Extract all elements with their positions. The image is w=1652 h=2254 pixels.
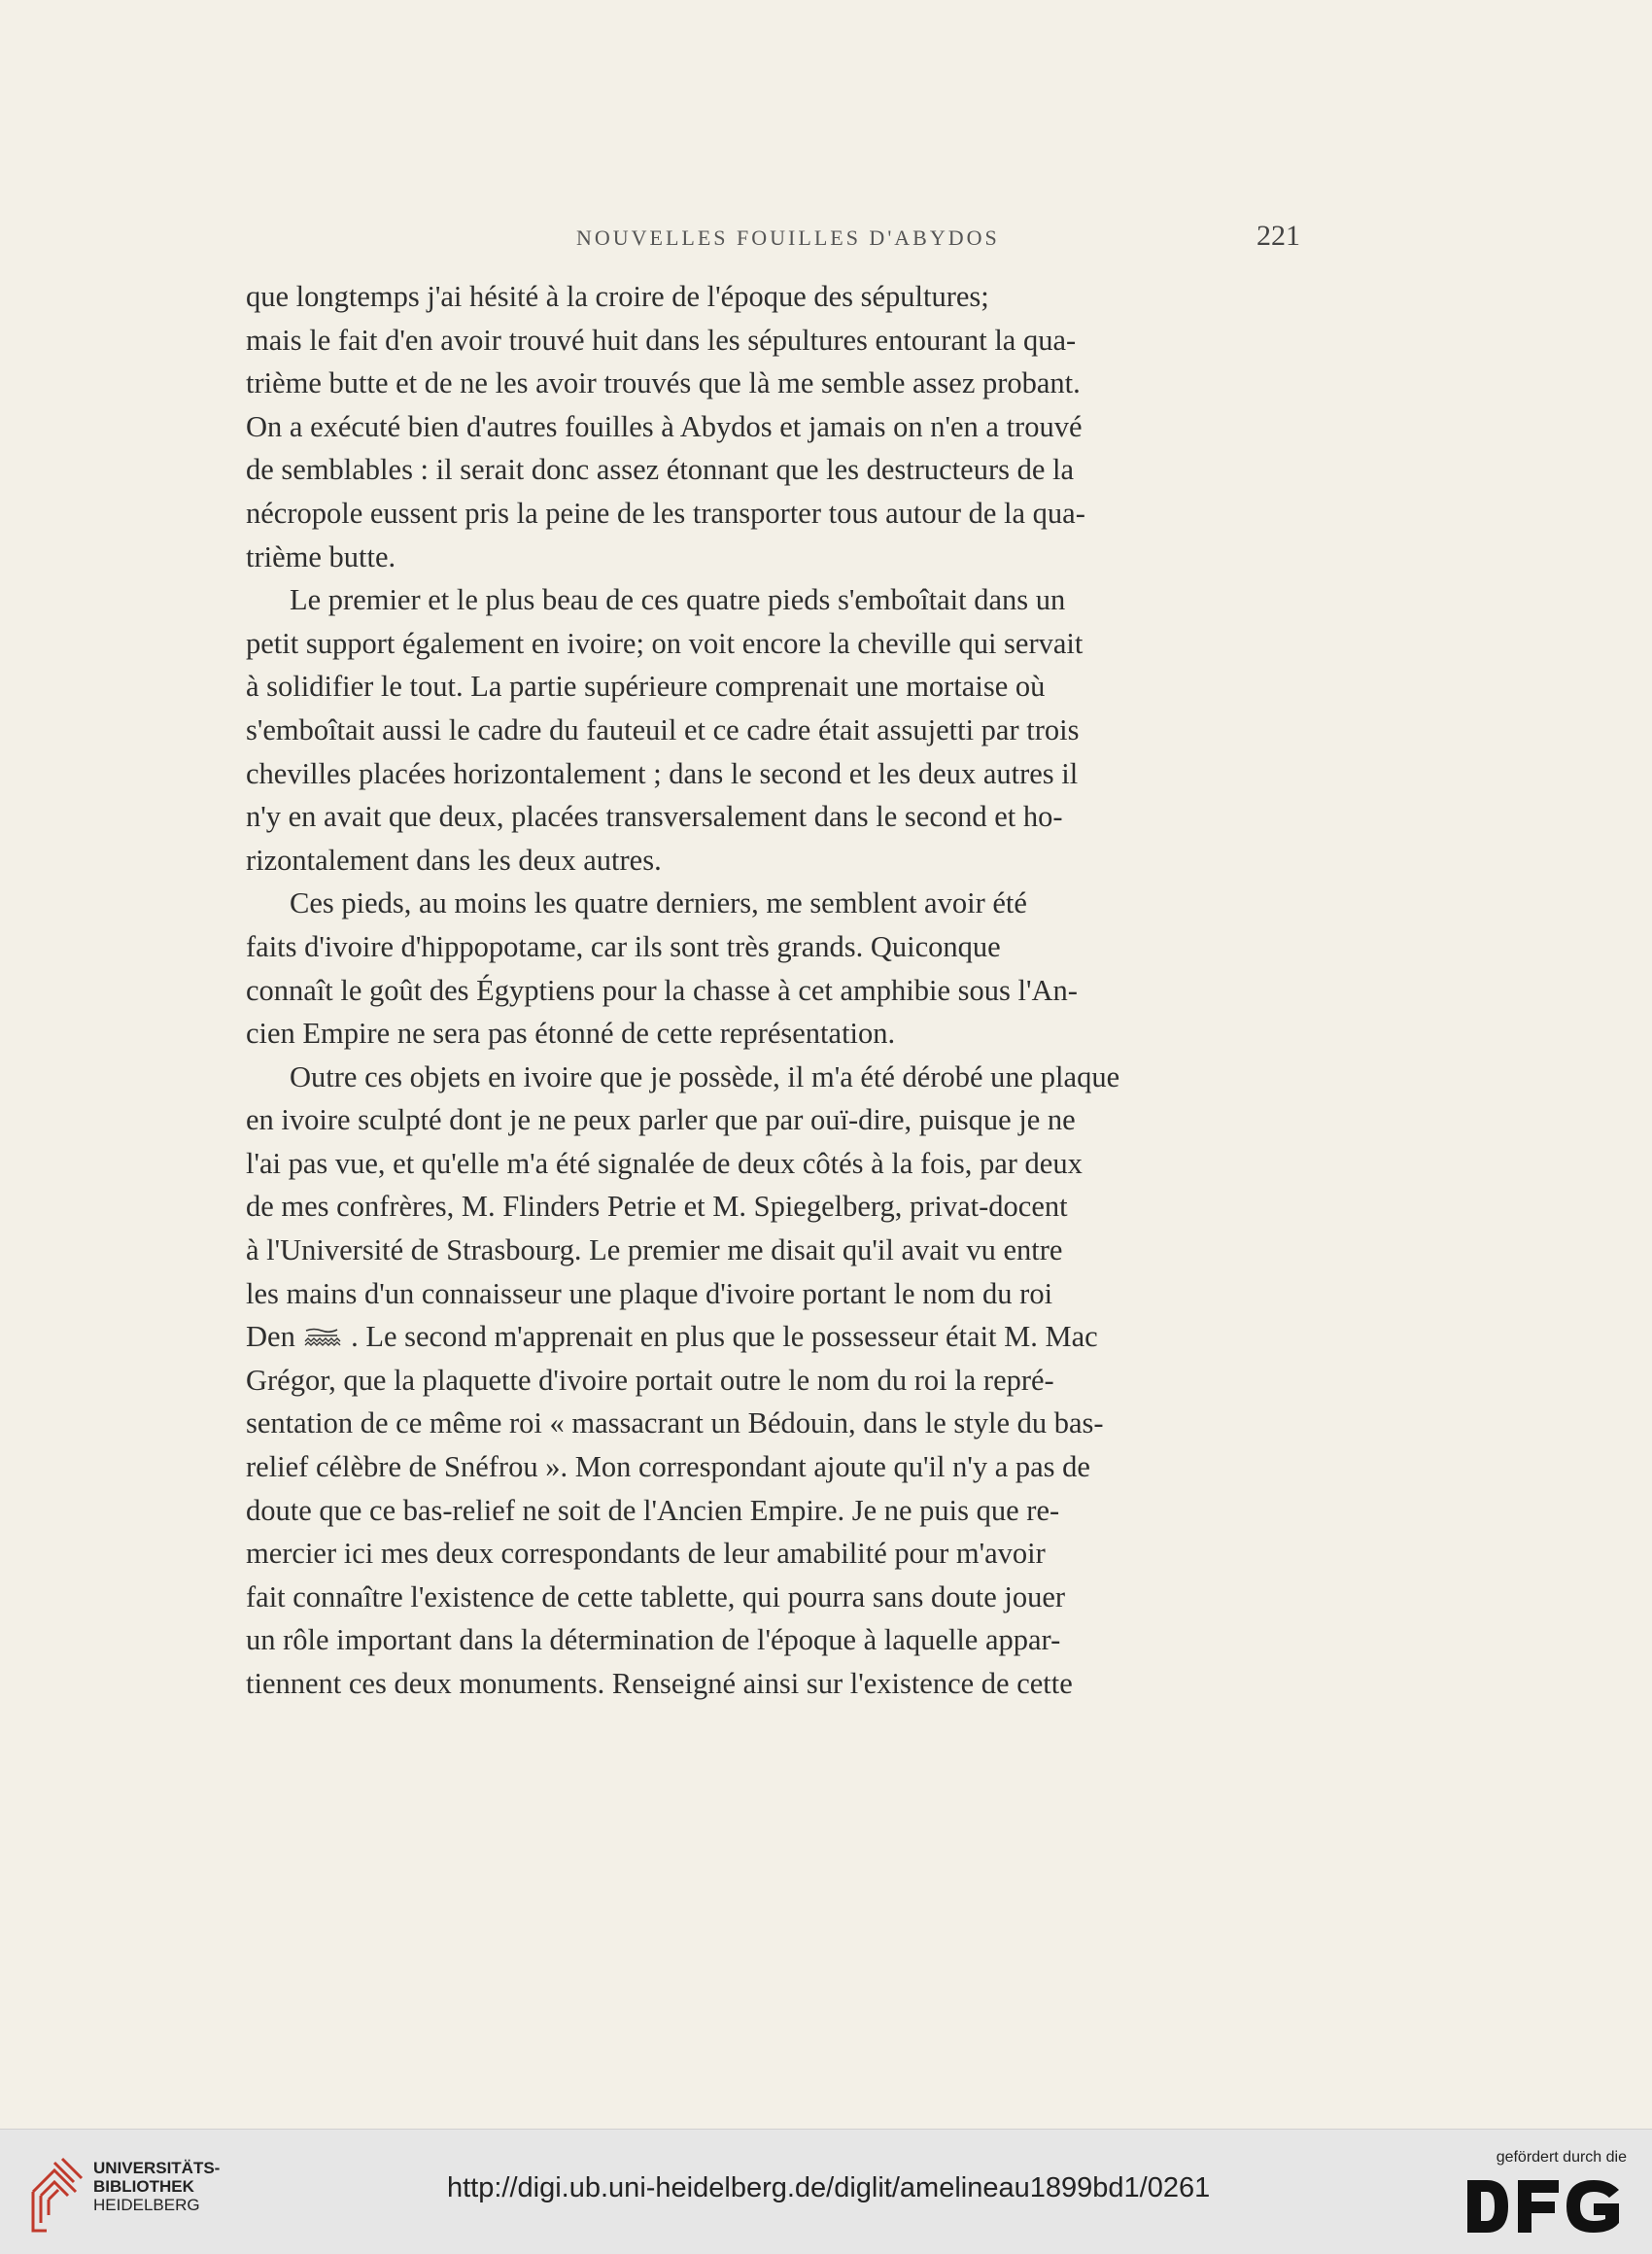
- page-header: [246, 220, 1300, 259]
- text-line: de mes confrères, M. Flinders Petrie et M. Spiegelberg, privat-docent: [246, 1190, 1068, 1224]
- text-line: n'y en avait que deux, placées transversalement dans le second et ho-: [246, 800, 1063, 834]
- text-line: Grégor, que la plaquette d'ivoire portait outre le nom du roi la repré-: [246, 1363, 1054, 1397]
- text-line: relief célèbre de Snéfrou ». Mon correspondant ajoute qu'il n'y a pas de: [246, 1450, 1090, 1484]
- text-line: doute que ce bas-relief ne soit de l'Ancien Empire. Je ne puis que re-: [246, 1493, 1060, 1527]
- text-line: mais le fait d'en avoir trouvé huit dans les sépultures entourant la qua-: [246, 323, 1077, 357]
- hieroglyph-den-icon: [302, 1327, 343, 1348]
- text-line: rizontalement dans les deux autres.: [246, 843, 662, 877]
- library-name-line: BIBLIOTHEK: [93, 2177, 194, 2196]
- text-line: petit support également en ivoire; on voit encore la cheville qui servait: [246, 626, 1084, 660]
- footer-bar: [0, 2129, 1652, 2254]
- text-line: à solidifier le tout. La partie supérieure comprenait une mortaise où: [246, 670, 1046, 704]
- university-library-logo-icon: [25, 2153, 87, 2235]
- paragraph-2: [246, 578, 1300, 882]
- text-line: trième butte et de ne les avoir trouvés que là me semble assez probant.: [246, 366, 1081, 400]
- text-line: que longtemps j'ai hésité à la croire de l'époque des sépultures;: [246, 280, 989, 313]
- funding-label: gefördert durch die: [1496, 2149, 1627, 2166]
- library-name-line: HEIDELBERG: [93, 2196, 200, 2214]
- text-line: cien Empire ne sera pas étonné de cette représentation.: [246, 1017, 896, 1051]
- dfg-logo-icon: [1465, 2176, 1623, 2237]
- text-line: s'emboîtait aussi le cadre du fauteuil et ce cadre était assujetti par trois: [246, 712, 1080, 746]
- text-line: faits d'ivoire d'hippopotame, car ils sont très grands. Quiconque: [246, 929, 1001, 963]
- text-line: nécropole eussent pris la peine de les transporter tous autour de la qua-: [246, 496, 1085, 530]
- text-line: Outre ces objets en ivoire que je possède, il m'a été dérobé une plaque: [290, 1059, 1120, 1093]
- text-line: en ivoire sculpté dont je ne peux parler que par ouï-dire, puisque je ne: [246, 1103, 1076, 1137]
- paragraph-1: [246, 275, 1300, 578]
- text-line: On a exécuté bien d'autres fouilles à Abydos et jamais on n'en a trouvé: [246, 409, 1083, 443]
- text-line: connaît le goût des Égyptiens pour la chasse à cet amphibie sous l'An-: [246, 973, 1078, 1007]
- text-line: de semblables : il serait donc assez étonnant que les destructeurs de la: [246, 453, 1075, 487]
- permalink-url[interactable]: http://digi.ub.uni-heidelberg.de/diglit/amelineau1899bd1/0261: [447, 2172, 1211, 2203]
- library-name: [93, 2159, 220, 2214]
- text-line: à l'Université de Strasbourg. Le premier me disait qu'il avait vu entre: [246, 1233, 1063, 1267]
- body-text: [246, 275, 1300, 1706]
- text-line: fait connaître l'existence de cette tablette, qui pourra sans doute jouer: [246, 1579, 1066, 1613]
- text-line: l'ai pas vue, et qu'elle m'a été signalée de deux côtés à la fois, par deux: [246, 1146, 1083, 1180]
- paragraph-4: [246, 1056, 1300, 1706]
- text-line: chevilles placées horizontalement ; dans le second et les deux autres il: [246, 756, 1079, 790]
- text-line: Ces pieds, au moins les quatre derniers, me semblent avoir été: [290, 886, 1027, 920]
- text-fragment: . Le second m'apprenait en plus que le possesseur était M. Mac: [351, 1320, 1098, 1354]
- text-fragment: Den: [246, 1320, 295, 1354]
- text-line: Le premier et le plus beau de ces quatre pieds s'emboîtait dans un: [290, 583, 1066, 617]
- text-line: les mains d'un connaisseur une plaque d'ivoire portant le nom du roi: [246, 1276, 1053, 1310]
- text-line: trième butte.: [246, 539, 396, 573]
- page-number: 221: [1256, 220, 1300, 252]
- text-line: sentation de ce même roi « massacrant un Bédouin, dans le style du bas-: [246, 1406, 1104, 1440]
- text-line: un rôle important dans la détermination de l'époque à laquelle appar-: [246, 1623, 1061, 1657]
- paragraph-3: [246, 882, 1300, 1055]
- text-line: mercier ici mes deux correspondants de leur amabilité pour m'avoir: [246, 1537, 1046, 1571]
- running-title: NOUVELLES FOUILLES D'ABYDOS: [576, 225, 1000, 250]
- text-line-with-glyph: [246, 1315, 1300, 1359]
- text-line: tiennent ces deux monuments. Renseigné ainsi sur l'existence de cette: [246, 1667, 1073, 1700]
- library-name-line: UNIVERSITÄTS-: [93, 2159, 221, 2177]
